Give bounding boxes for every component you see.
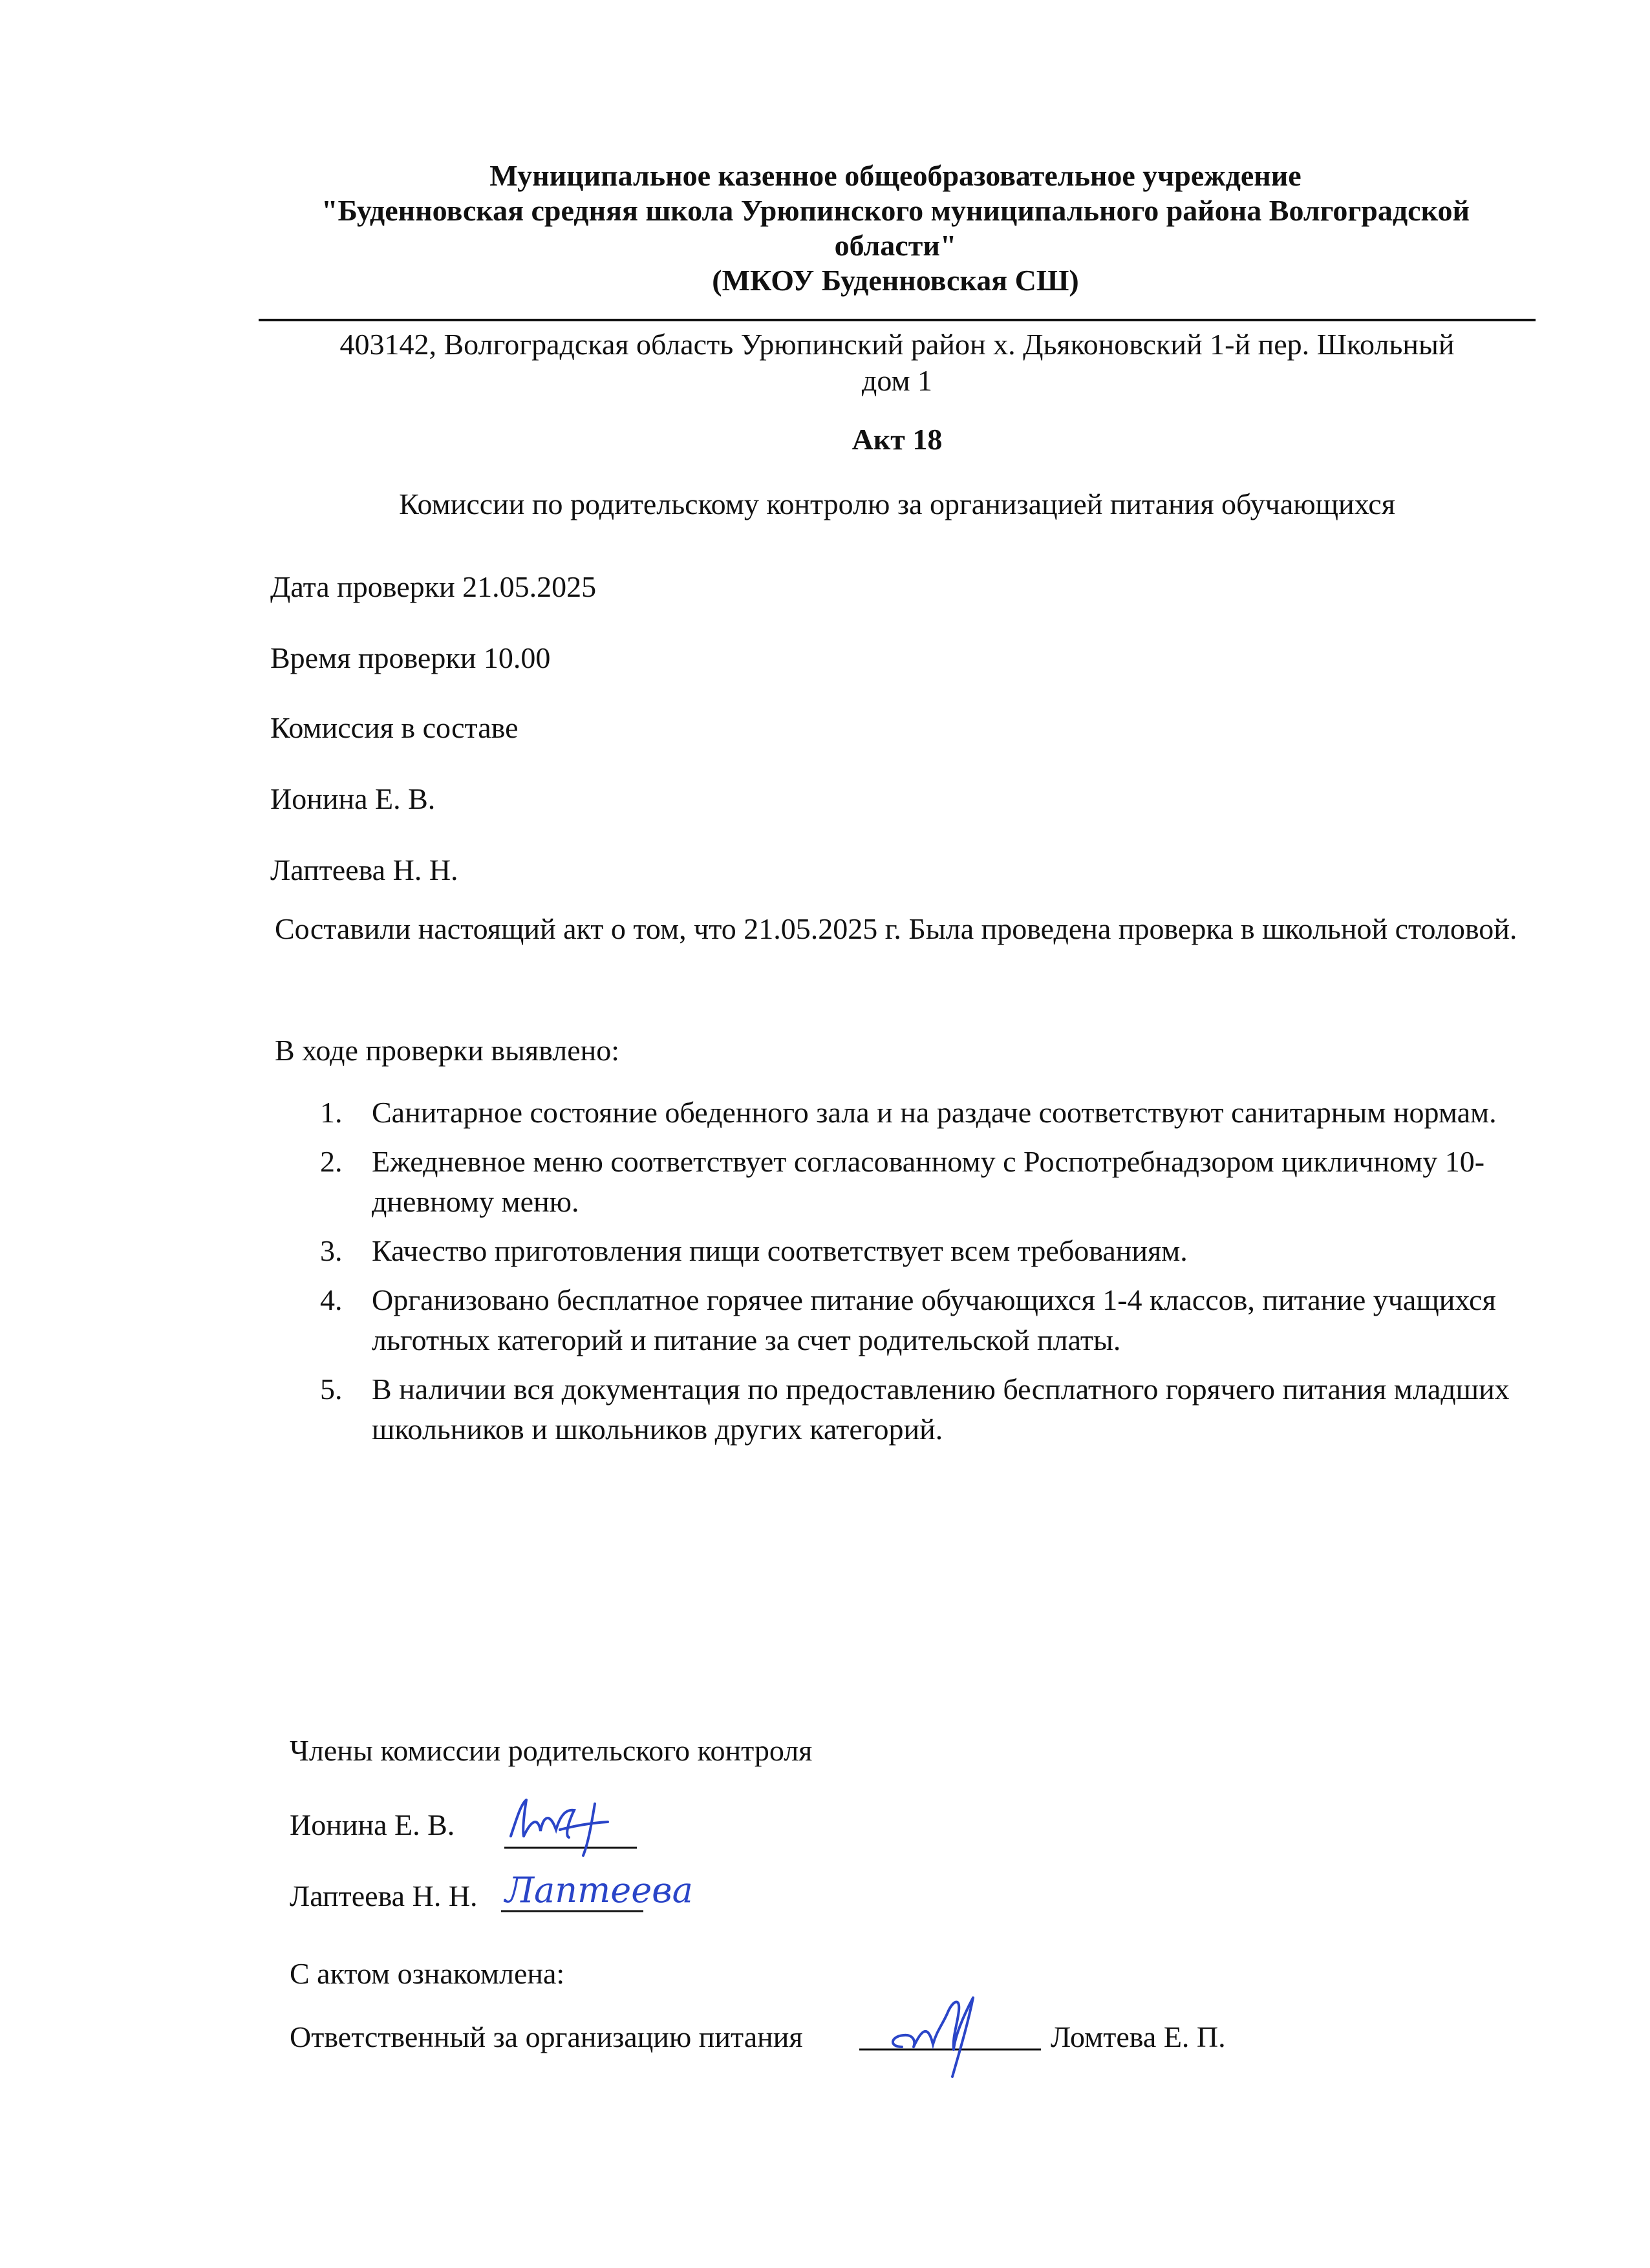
responsible-label: Ответственный за организацию питания xyxy=(290,2020,803,2053)
finding-item xyxy=(320,1280,1523,1360)
finding-item xyxy=(320,1142,1523,1222)
finding-text: В наличии вся документация по предоставлению бесплатного горячего питания младших школьников и школьников других категорий. xyxy=(372,1373,1510,1446)
header-line-3: области" xyxy=(834,229,957,262)
signature-2-icon xyxy=(501,1862,695,1927)
signature-member-2-name: Лаптеева Н. Н. xyxy=(290,1879,478,1912)
act-subtitle: Комиссии по родительскому контролю за организацией питания обучающихся xyxy=(399,487,1395,520)
finding-text: Качество приготовления пищи соответствует всем требованиям. xyxy=(372,1234,1188,1267)
signature-member-1-name: Ионина Е. В. xyxy=(290,1808,455,1841)
inspection-date: Дата проверки 21.05.2025 xyxy=(270,570,597,603)
address-line-1: 403142, Волгоградская область Урюпинский район х. Дьяконовский 1-й пер. Школьный xyxy=(339,328,1455,361)
header-line-4: (МКОУ Буденновская СШ) xyxy=(712,264,1079,297)
signature-3-icon xyxy=(857,1985,1044,2082)
findings-list xyxy=(320,1093,1523,1459)
signature-1-icon xyxy=(498,1791,647,1862)
findings-intro: В ходе проверки выявлено: xyxy=(275,1034,620,1067)
institution-address xyxy=(259,326,1536,399)
address-line-2: дом 1 xyxy=(861,364,933,397)
finding-number: 1. xyxy=(320,1096,343,1129)
finding-text: Организовано бесплатное горячее питание обучающихся 1-4 классов, питание учащихся льготных категорий и питание за счет родительской платы. xyxy=(372,1283,1496,1356)
finding-number: 3. xyxy=(320,1234,343,1267)
finding-text: Ежедневное меню соответствует согласованному с Роспотребнадзором цикличному 10-дневному меню. xyxy=(372,1145,1485,1218)
commission-label: Комиссия в составе xyxy=(270,711,519,744)
responsible-name: Ломтева Е. П. xyxy=(1051,2020,1226,2053)
act-title: Акт 18 xyxy=(852,423,943,456)
act-statement: Составили настоящий акт о том, что 21.05.2025 г. Была проведена проверка в школьной столовой. xyxy=(275,912,1517,945)
signature-2-script: Лаптеева xyxy=(505,1870,693,1910)
commission-member-1: Ионина Е. В. xyxy=(270,782,436,815)
finding-number: 5. xyxy=(320,1373,343,1406)
institution-header xyxy=(259,158,1532,298)
finding-item xyxy=(320,1093,1523,1133)
finding-text: Санитарное состояние обеденного зала и на раздаче соответствуют санитарным нормам. xyxy=(372,1096,1497,1129)
header-line-1: Муниципальное казенное общеобразовательное учреждение xyxy=(489,159,1302,192)
header-divider xyxy=(259,319,1536,321)
finding-item xyxy=(320,1231,1523,1271)
finding-number: 2. xyxy=(320,1145,343,1178)
signatures-heading: Члены комиссии родительского контроля xyxy=(290,1734,813,1767)
acknowledged-label: С актом ознакомлена: xyxy=(290,1957,565,1990)
commission-member-2: Лаптеева Н. Н. xyxy=(270,853,458,886)
inspection-time: Время проверки 10.00 xyxy=(270,641,551,674)
finding-number: 4. xyxy=(320,1283,343,1316)
finding-item xyxy=(320,1369,1523,1450)
header-line-2: "Буденновская средняя школа Урюпинского муниципального района Волгоградской xyxy=(321,194,1470,227)
